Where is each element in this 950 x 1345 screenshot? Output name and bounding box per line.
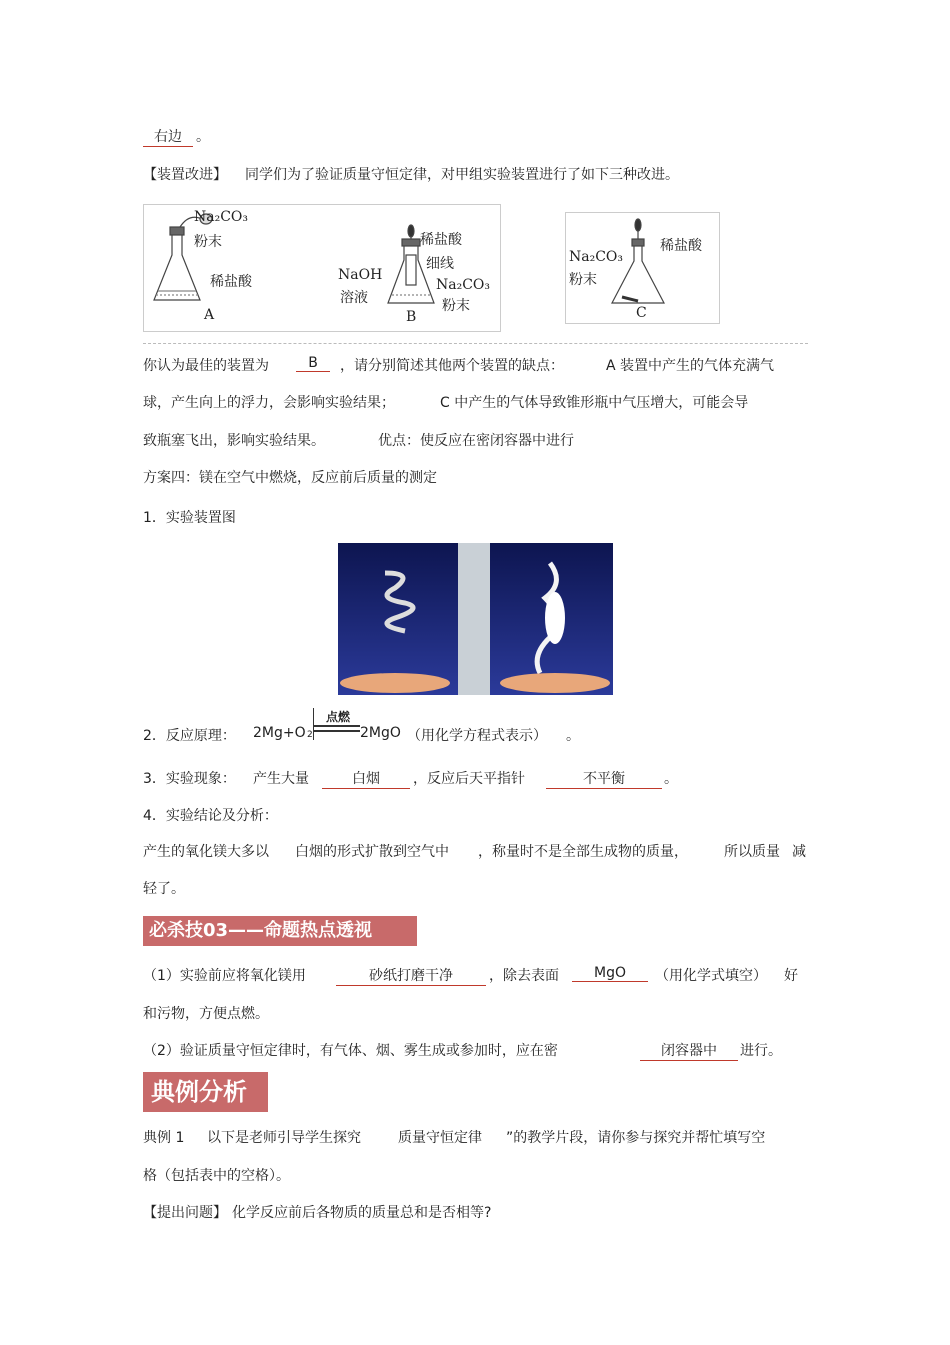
step3-a: 产生大量: [253, 771, 309, 787]
device-improve-tag: 【装置改进】: [143, 167, 227, 183]
answer-closed-container: 闭容器中: [640, 1040, 738, 1061]
best-q-c: A 装置中产生的气体充满气: [606, 358, 775, 374]
banner-example-analysis: 典例分析: [143, 1072, 268, 1112]
hot1-a: （1）实验前应将氧化镁用: [143, 968, 306, 984]
hot2-b: 进行。: [740, 1043, 782, 1059]
step4-l1c: ，称量时不是全部生成物的质量，: [478, 844, 688, 860]
answer-best-device: B: [296, 355, 330, 372]
step4-l1d: 所以质量: [724, 844, 780, 860]
divider: [143, 343, 808, 344]
b-label-solution: 溶液: [340, 290, 368, 306]
example1-l2: 格（包括表中的空格）。: [143, 1168, 290, 1184]
photo-drawing: [335, 543, 613, 695]
question-text: 化学反应前后各物质的质量总和是否相等?: [232, 1205, 492, 1221]
example1-d: ”的教学片段，请你参与探究并帮忙填写空: [506, 1130, 766, 1146]
answer-mgo: MgO: [572, 965, 648, 982]
step3-b: ，反应后天平指针: [413, 771, 525, 787]
figure-ab: [143, 204, 501, 332]
c-label-powder: 粉末: [569, 272, 597, 288]
period: 。: [196, 129, 210, 145]
flask-a: [154, 214, 212, 300]
a-label-na2co3: Na₂CO₃: [194, 209, 249, 225]
best-q-b: ，请分别简述其他两个装置的缺点：: [340, 358, 564, 374]
answer-white-smoke: 白烟: [322, 768, 410, 789]
c-label-acid: 稀盐酸: [660, 238, 702, 254]
answer-unbalanced: 不平衡: [546, 768, 662, 789]
hot1-l2: 和污物，方便点燃。: [143, 1006, 269, 1022]
step1-title: 1．实验装置图: [143, 510, 236, 526]
eq-condition-label: 点燃: [326, 710, 351, 724]
b-label-na2co3: Na₂CO₃: [436, 277, 491, 293]
example1-c: 质量守恒定律: [398, 1130, 482, 1146]
question-tag: 【提出问题】: [143, 1205, 227, 1221]
b-label-powder: 粉末: [442, 298, 470, 314]
b-label-acid: 稀盐酸: [420, 232, 462, 248]
b-label-naoh: NaOH: [338, 267, 383, 283]
step3-end: 。: [664, 771, 678, 787]
a-label-acid: 稀盐酸: [210, 274, 252, 290]
hot1-b: ，除去表面: [489, 968, 559, 984]
step3-label: 3．实验现象：: [143, 771, 236, 787]
eq-lhs: 2Mg+O: [253, 725, 306, 741]
best-q: 你认为最佳的装置为: [143, 358, 269, 374]
step2-label: 2．反应原理：: [143, 728, 236, 744]
mg-burning-photo: [335, 543, 613, 695]
example1-a: 典例 1: [143, 1130, 185, 1146]
figure-c: [565, 212, 720, 324]
best-l3a: 致瓶塞飞出，影响实验结果。: [143, 433, 325, 449]
a-label-powder: 粉末: [194, 234, 222, 250]
step4-l1b: 白烟的形式扩散到空气中: [295, 844, 449, 860]
step4-l1a: 产生的氧化镁大多以: [143, 844, 269, 860]
eq-sub: 2: [307, 730, 313, 740]
best-l2b: C 中产生的气体导致锥形瓶中气压增大，可能会导: [440, 395, 749, 411]
eq-rhs: 2MgO: [360, 725, 401, 741]
answer-sandpaper: 砂纸打磨干净: [336, 965, 486, 986]
hot1-c: （用化学式填空）: [655, 968, 767, 984]
b-caption: B: [406, 309, 417, 325]
answer-right-side: 右边: [143, 126, 193, 147]
eq-condition: [313, 708, 360, 740]
eq-line-2: [314, 730, 360, 732]
b-label-thread: 细线: [426, 256, 454, 272]
example1-b: 以下是老师引导学生探究: [207, 1130, 361, 1146]
device-improve-text: 同学们为了验证质量守恒定律，对甲组实验装置进行了如下三种改进。: [245, 167, 679, 183]
step4-l1e: 减: [792, 844, 806, 860]
a-caption: A: [204, 307, 215, 323]
step4-label: 4．实验结论及分析：: [143, 808, 278, 824]
eq-line-1: [314, 725, 360, 727]
plan4-title: 方案四：镁在空气中燃烧，反应前后质量的测定: [143, 470, 437, 486]
eq-end: 。: [566, 728, 580, 744]
banner-hot-topics: 必杀技03——命题热点透视: [143, 916, 417, 946]
hot1-d: 好: [784, 968, 798, 984]
eq-tail: （用化学方程式表示）: [407, 728, 547, 744]
hot2-a: （2）验证质量守恒定律时，有气体、烟、雾生成或参加时，应在密: [143, 1043, 558, 1059]
step4-l2: 轻了。: [143, 881, 185, 897]
best-l3b: 优点：使反应在密闭容器中进行: [378, 433, 574, 449]
best-l2a: 球，产生向上的浮力，会影响实验结果；: [143, 395, 395, 411]
c-label-na2co3: Na₂CO₃: [569, 249, 624, 265]
c-caption: C: [636, 305, 647, 321]
